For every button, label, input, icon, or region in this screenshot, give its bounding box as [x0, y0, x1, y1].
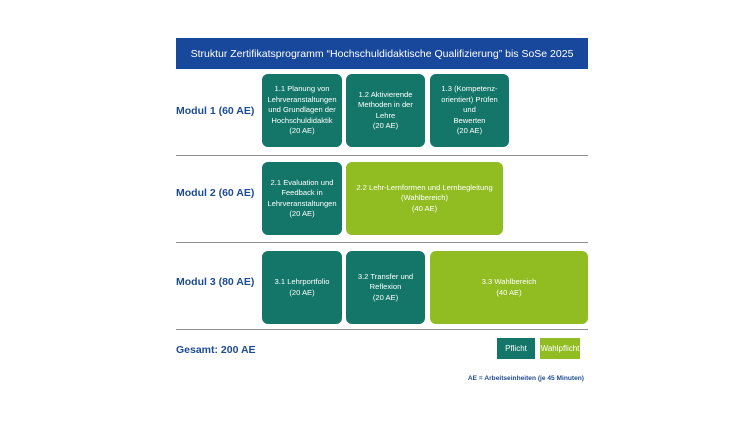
- box-text-line: 3.3 Wahlbereich: [481, 277, 537, 287]
- box-text-line: Methoden in der: [358, 100, 413, 110]
- box-text-line: Reflexion: [369, 282, 402, 292]
- box-text-line: Bewerten: [453, 115, 486, 125]
- box-1-1: [262, 74, 342, 147]
- box-text-line: (20 AE): [372, 120, 399, 130]
- box-text-line: 2.2 Lehr-Lernformen und Lernbegleitung: [356, 182, 493, 192]
- box-text-line: (40 AE): [496, 287, 522, 297]
- legend-wahlpflicht: Wahlpflicht: [540, 338, 580, 359]
- box-text-line: 1.3 (Kompetenz-: [441, 84, 498, 94]
- box-text-line: Lehre: [375, 110, 396, 120]
- box-text-line: (40 AE): [411, 203, 438, 213]
- module-2-label: Modul 2 (60 AE): [176, 187, 255, 199]
- box-text-line: 2.1 Evaluation und: [270, 177, 334, 187]
- box-text-line: Feedback in: [281, 188, 323, 198]
- module-1-label: Modul 1 (60 AE): [176, 105, 255, 117]
- ae-note: AE = Arbeitseinheiten (je 45 Minuten): [467, 375, 584, 382]
- diagram-title: Struktur Zertifikatsprogramm “Hochschuldidaktische Qualifizierung” bis SoSe 2025: [176, 38, 588, 69]
- divider: [176, 329, 588, 330]
- box-text-line: Hochschuldidaktik: [271, 115, 333, 125]
- divider: [176, 155, 588, 156]
- divider: [176, 242, 588, 243]
- box-text-line: (20 AE): [456, 126, 483, 136]
- box-text-line: Lehrveranstaltungen: [267, 198, 337, 208]
- total-label: Gesamt: 200 AE: [176, 344, 256, 356]
- box-3-2: [346, 251, 425, 324]
- legend-pflicht: Pflicht: [497, 338, 535, 359]
- box-text-line: (20 AE): [372, 292, 399, 302]
- box-text-line: Lehrveranstaltungen: [267, 94, 337, 104]
- box-1-2: [346, 74, 425, 147]
- box-1-3: [430, 74, 509, 147]
- box-3-1: [262, 251, 342, 324]
- module-3-label: Modul 3 (80 AE): [176, 276, 255, 288]
- box-text-line: 1.1 Planung von: [274, 84, 330, 94]
- box-2-1: [262, 162, 342, 235]
- box-3-3: [430, 251, 588, 324]
- box-text-line: und Grundlagen der: [268, 105, 336, 115]
- box-text-line: 1.2 Aktivierende: [358, 89, 413, 99]
- box-text-line: orientiert) Prüfen und: [441, 94, 498, 115]
- box-2-2: [346, 162, 503, 235]
- box-text-line: (20 AE): [289, 287, 315, 297]
- box-text-line: (20 AE): [289, 126, 315, 136]
- box-text-line: (Wahlbereich): [401, 193, 448, 203]
- box-text-line: (20 AE): [289, 208, 315, 218]
- box-text-line: 3.2 Transfer und: [357, 271, 414, 281]
- box-text-line: 3.1 Lehrportfolio: [274, 277, 330, 287]
